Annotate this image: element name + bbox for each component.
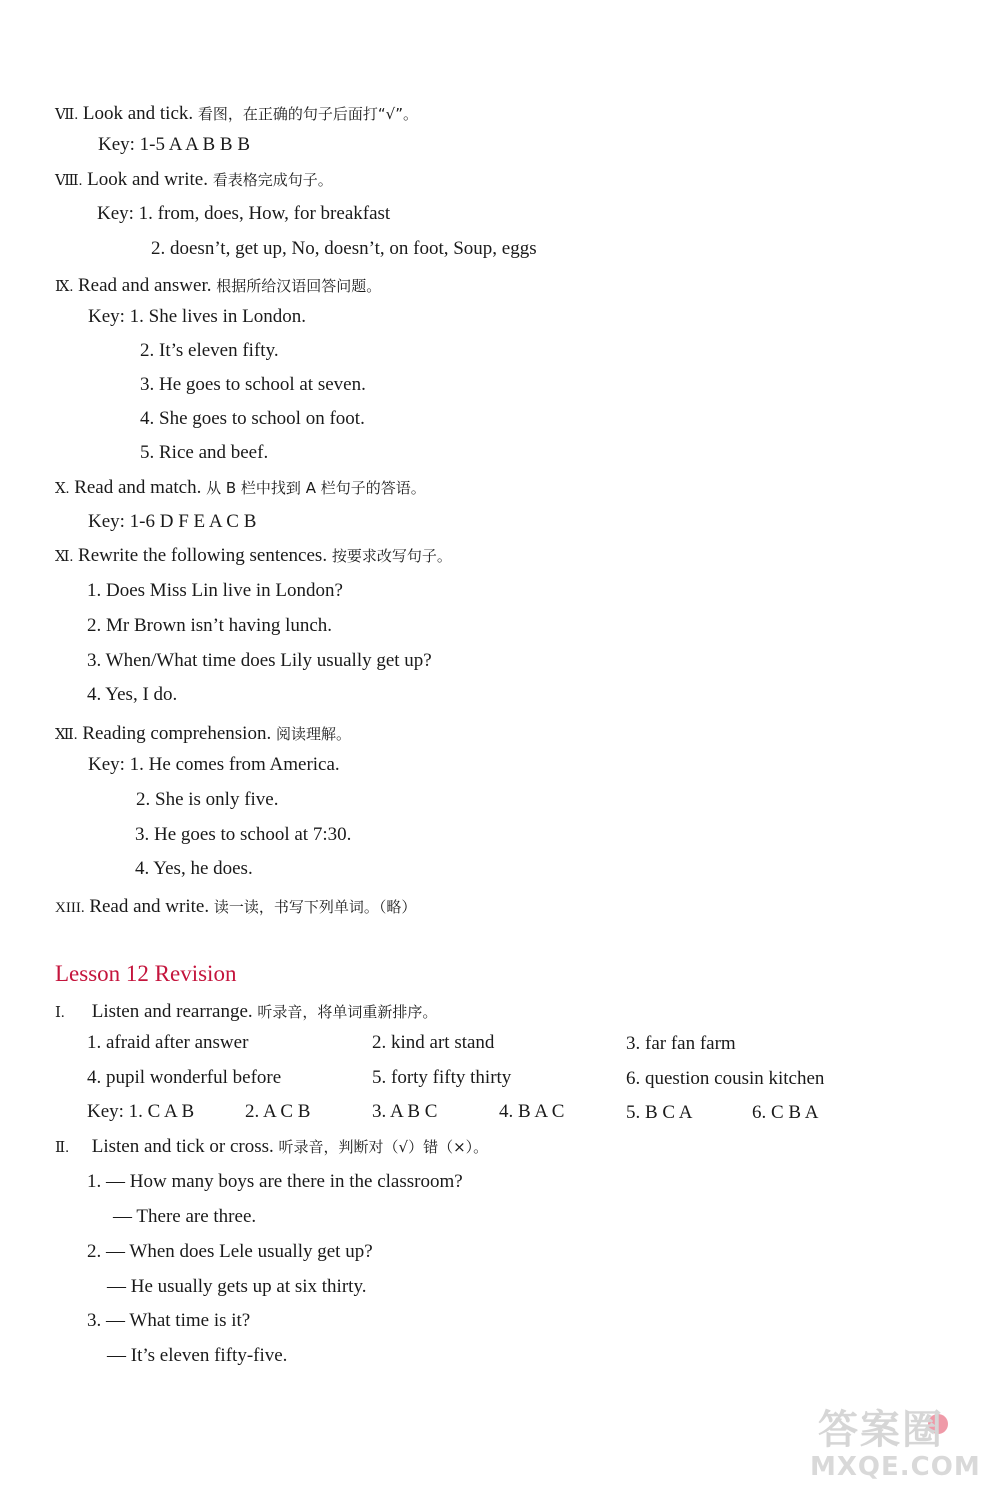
- answer-key: Key: 1. C A B: [87, 1101, 195, 1122]
- answer-line: 4. Yes, he does.: [135, 858, 253, 879]
- section-11-heading: [55, 544, 452, 569]
- answer-line: 3. When/What time does Lily usually get up?: [87, 650, 432, 671]
- answer-key-item: 3. A B C: [372, 1101, 438, 1122]
- answer-key-item: 6. C B A: [752, 1102, 819, 1123]
- section-instruction-zh: 按要求改写句子。: [331, 547, 452, 565]
- section-number: Ⅷ.: [55, 173, 83, 189]
- section-instruction-zh: 读一读，书写下列单词。（略）: [213, 898, 417, 916]
- answer-line: 1. Does Miss Lin live in London?: [87, 580, 343, 601]
- answer-line: 2. Mr Brown isn’t having lunch.: [87, 615, 333, 636]
- section-title: Look and write.: [87, 169, 208, 190]
- section-instruction-zh: 看图，在正确的句子后面打“√”。: [197, 105, 418, 123]
- answer-key-item: 5. B C A: [626, 1102, 693, 1123]
- section-number: XIII.: [55, 900, 85, 916]
- section-title: Read and match.: [74, 477, 202, 498]
- section-instruction-zh: 根据所给汉语回答问题。: [216, 277, 382, 295]
- answer-key: Key: 1. from, does, How, for breakfast: [97, 203, 391, 224]
- answer-line: 4. Yes, I do.: [87, 684, 178, 705]
- section-number: Ⅺ.: [55, 549, 74, 565]
- watermark: [808, 1398, 998, 1490]
- section-13-heading: [55, 895, 416, 920]
- section-9-heading: [55, 274, 381, 299]
- dialogue-line: — There are three.: [113, 1206, 257, 1227]
- section-number: Ⅱ.: [55, 1140, 69, 1156]
- dialogue-line: 3. — What time is it?: [87, 1310, 251, 1331]
- answer-line: 2. She is only five.: [136, 789, 279, 810]
- answer-key: Key: 1. She lives in London.: [88, 306, 306, 327]
- lesson-title: Lesson 12 Revision: [55, 961, 237, 986]
- word-group: 5. forty fifty thirty: [372, 1067, 512, 1088]
- dialogue-line: 2. — When does Lele usually get up?: [87, 1241, 373, 1262]
- section-12-heading: [55, 722, 351, 747]
- answer-key: Key: 1-6 D F E A C B: [88, 511, 257, 532]
- answer-line: 2. doesn’t, get up, No, doesn’t, on foot, Soup, eggs: [151, 238, 537, 259]
- word-group: 2. kind art stand: [372, 1032, 495, 1053]
- dialogue-line: — He usually gets up at six thirty.: [107, 1276, 367, 1297]
- section-8-heading: [55, 168, 333, 193]
- answer-key-item: 4. B A C: [499, 1101, 565, 1122]
- section-title: Reading comprehension.: [82, 723, 272, 744]
- section-instruction-zh: 从 B 栏中找到 A 栏句子的答语。: [206, 479, 426, 497]
- answer-line: 2. It’s eleven fifty.: [140, 340, 279, 361]
- answer-key: Key: 1-5 A A B B B: [98, 134, 251, 155]
- answer-line: 4. She goes to school on foot.: [140, 408, 365, 429]
- section-title: Read and answer.: [77, 275, 212, 296]
- section-title: Look and tick.: [82, 103, 194, 124]
- dialogue-line: — It’s eleven fifty-five.: [107, 1345, 288, 1366]
- section-title: Listen and tick or cross.: [91, 1136, 274, 1157]
- word-group: 1. afraid after answer: [87, 1032, 249, 1053]
- part-1-heading: [55, 1000, 437, 1025]
- word-group: 4. pupil wonderful before: [87, 1067, 282, 1088]
- watermark-logo: 答案圈: [818, 1407, 944, 1453]
- section-number: Ⅰ.: [55, 1005, 65, 1021]
- answer-line: 5. Rice and beef.: [140, 442, 269, 463]
- word-group: 3. far fan farm: [626, 1033, 736, 1054]
- section-number: Ⅶ.: [55, 107, 79, 123]
- answer-key-item: 2. A C B: [245, 1101, 311, 1122]
- section-instruction-zh: 听录音，判断对（√）错（×）。: [278, 1138, 489, 1156]
- section-instruction-zh: 阅读理解。: [275, 725, 351, 743]
- section-10-heading: [55, 476, 426, 501]
- watermark-site: MXQE.COM: [810, 1452, 981, 1482]
- section-instruction-zh: 听录音，将单词重新排序。: [257, 1003, 438, 1021]
- section-title: Read and write.: [89, 896, 210, 917]
- section-number: Ⅹ.: [55, 481, 70, 497]
- section-7-heading: [55, 102, 418, 127]
- dialogue-line: 1. — How many boys are there in the classroom?: [87, 1171, 463, 1192]
- section-instruction-zh: 看表格完成句子。: [212, 171, 333, 189]
- section-title: Listen and rearrange.: [91, 1001, 253, 1022]
- word-group: 6. question cousin kitchen: [626, 1068, 825, 1089]
- section-number: Ⅸ.: [55, 279, 74, 295]
- part-2-heading: [55, 1135, 488, 1160]
- section-title: Rewrite the following sentences.: [78, 545, 328, 566]
- answer-line: 3. He goes to school at 7:30.: [135, 824, 352, 845]
- answer-key: Key: 1. He comes from America.: [88, 754, 340, 775]
- section-number: Ⅻ.: [55, 727, 78, 743]
- answer-line: 3. He goes to school at seven.: [140, 374, 366, 395]
